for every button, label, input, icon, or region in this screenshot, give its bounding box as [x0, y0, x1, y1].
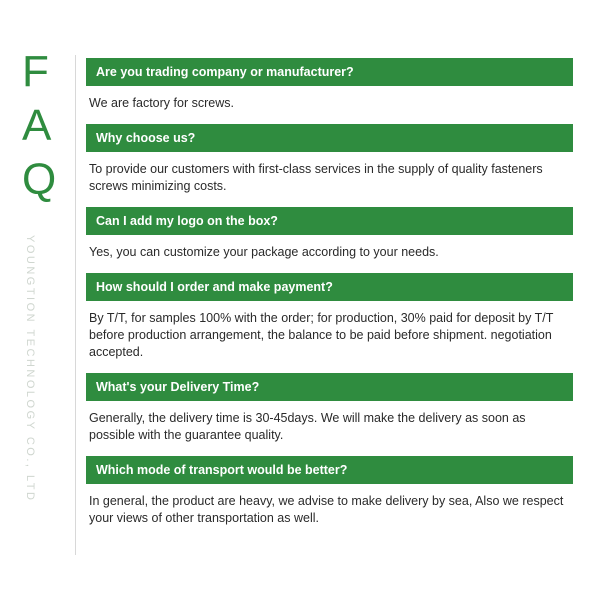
- faq-question: How should I order and make payment?: [86, 273, 573, 301]
- faq-question: What's your Delivery Time?: [86, 373, 573, 401]
- faq-question: Are you trading company or manufacturer?: [86, 58, 573, 86]
- vertical-divider: [75, 55, 76, 555]
- page-title-letter-f: F: [22, 47, 50, 96]
- faq-answer: In general, the product are heavy, we advise to make delivery by sea, Also we respect your views of other transportation as well.: [89, 494, 564, 525]
- faq-item: [86, 273, 573, 373]
- faq-item: [86, 124, 573, 207]
- faq-question: Why choose us?: [86, 124, 573, 152]
- faq-answer: Generally, the delivery time is 30-45days. We will make the delivery as soon as possible with the guarantee quality.: [89, 411, 526, 442]
- faq-answer: We are factory for screws.: [89, 96, 234, 110]
- faq-item: [86, 456, 573, 539]
- faq-item: [86, 58, 573, 124]
- faq-question: Which mode of transport would be better?: [86, 456, 573, 484]
- page-title: [22, 45, 57, 207]
- page-title-letter-a: A: [22, 101, 53, 150]
- brand-watermark: YOUNGTION TECHNOLOGY CO., LTD: [24, 235, 36, 503]
- faq-answer: By T/T, for samples 100% with the order; for production, 30% paid for deposit by T/T before production arrangement, the balance to be paid before shipment. negotiation accepted.: [89, 311, 554, 359]
- faq-answer: To provide our customers with first-class services in the supply of quality fasteners screws minimizing costs.: [89, 162, 543, 193]
- faq-item: [86, 373, 573, 456]
- faq-item: [86, 207, 573, 273]
- faq-list: [86, 58, 573, 539]
- faq-answer: Yes, you can customize your package according to your needs.: [89, 245, 439, 259]
- sidebar: [0, 0, 75, 600]
- faq-question: Can I add my logo on the box?: [86, 207, 573, 235]
- page-title-letter-q: Q: [22, 155, 58, 204]
